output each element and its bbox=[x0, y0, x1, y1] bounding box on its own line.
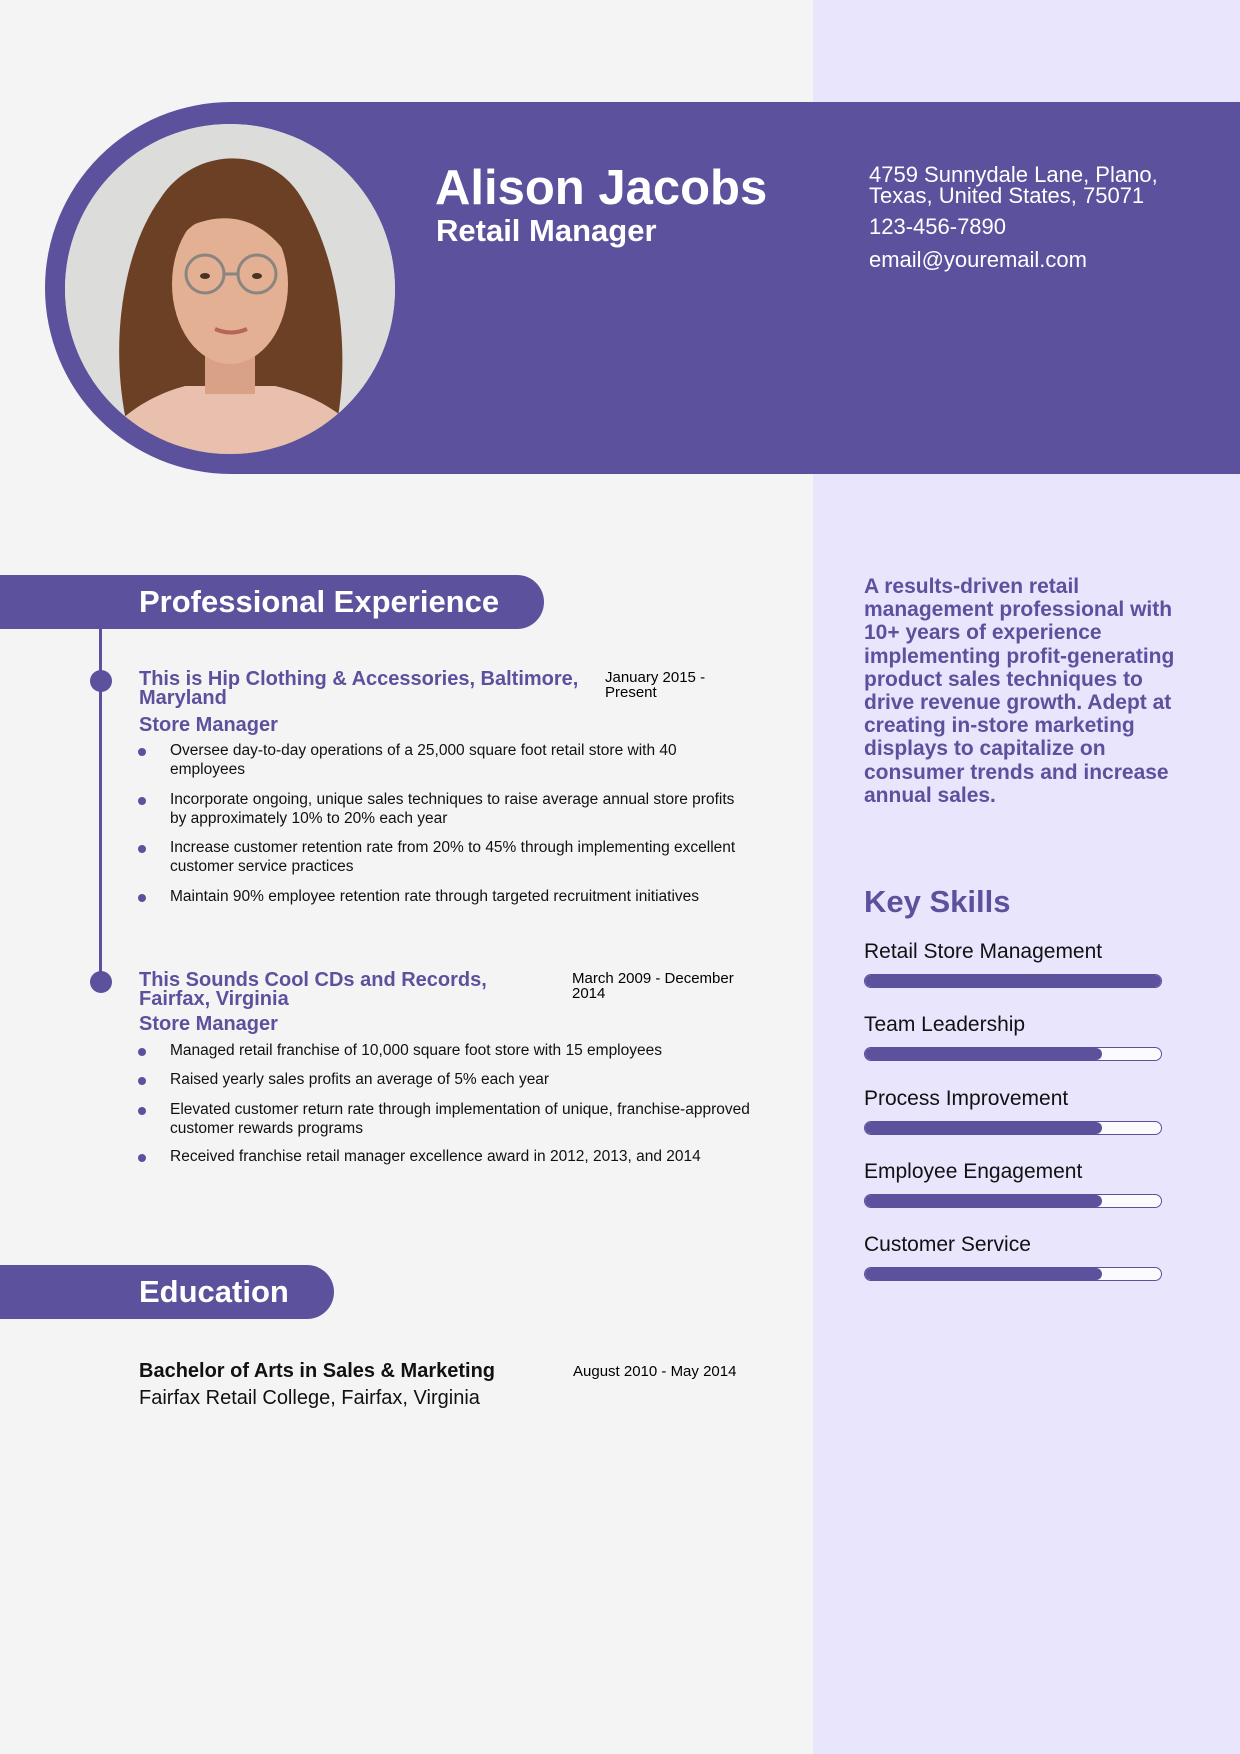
job-company: This Sounds Cool CDs and Records, Fairfax, Virginia bbox=[139, 969, 487, 1010]
skill-item bbox=[864, 1160, 1162, 1184]
education-dates: August 2010 - May 2014 bbox=[573, 1363, 737, 1380]
bullet-dot bbox=[138, 894, 146, 902]
education-school: Fairfax Retail College, Fairfax, Virginia bbox=[139, 1387, 480, 1409]
skill-level-fill bbox=[865, 1195, 1102, 1207]
list-item bbox=[170, 838, 750, 876]
skill-label: Retail Store Management bbox=[864, 940, 1103, 963]
education-heading: Education bbox=[0, 1265, 334, 1319]
job-dates: January 2015 - Present bbox=[605, 669, 706, 701]
skill-level-fill bbox=[865, 1268, 1102, 1280]
skill-level-bar bbox=[864, 974, 1162, 988]
bullet-text: Increase customer retention rate from 20% to 45% through implementing excellent customer service practices bbox=[170, 839, 736, 875]
skill-level-bar bbox=[864, 1267, 1162, 1281]
profile-summary: A results-driven retail management professional with 10+ years of experience implementing profit-generating product sales techniques to drive revenue growth. Adept at creating in-store marketing displays to capitalize on consumer trends and increase annual sales. bbox=[864, 575, 1175, 807]
bullet-dot bbox=[138, 748, 146, 756]
bullet-dot bbox=[138, 1107, 146, 1115]
skill-label: Customer Service bbox=[864, 1233, 1031, 1256]
bullet-dot bbox=[138, 1154, 146, 1162]
bullet-text: Oversee day-to-day operations of a 25,000 square foot retail store with 40 employees bbox=[170, 742, 677, 778]
bullet-dot bbox=[138, 1077, 146, 1085]
skill-level-fill bbox=[865, 1122, 1102, 1134]
portrait-illustration bbox=[65, 124, 395, 454]
list-item bbox=[170, 1147, 750, 1166]
bullet-dot bbox=[138, 845, 146, 853]
skill-item bbox=[864, 1233, 1162, 1257]
bullet-dot bbox=[138, 797, 146, 805]
skill-level-fill bbox=[865, 1048, 1102, 1060]
skill-level-bar bbox=[864, 1047, 1162, 1061]
skill-level-fill bbox=[865, 975, 1161, 987]
skill-item bbox=[864, 1087, 1162, 1111]
list-item bbox=[170, 1041, 750, 1060]
skills-heading: Key Skills bbox=[864, 884, 1011, 919]
experience-heading: Professional Experience bbox=[0, 575, 544, 629]
bullet-dot bbox=[138, 1048, 146, 1056]
job-dates: March 2009 - December 2014 bbox=[572, 970, 734, 1002]
bullet-text: Received franchise retail manager excellence award in 2012, 2013, and 2014 bbox=[170, 1148, 701, 1165]
job-role: Store Manager bbox=[139, 714, 278, 736]
job-role: Store Manager bbox=[139, 1013, 278, 1035]
skill-level-bar bbox=[864, 1194, 1162, 1208]
timeline-dot bbox=[90, 670, 112, 692]
education-degree: Bachelor of Arts in Sales & Marketing bbox=[139, 1360, 496, 1382]
bullet-text: Managed retail franchise of 10,000 square foot store with 15 employees bbox=[170, 1042, 662, 1059]
timeline-dot bbox=[90, 971, 112, 993]
contact-phone: 123-456-7890 bbox=[869, 214, 1007, 239]
skill-item bbox=[864, 940, 1162, 964]
job-title: Retail Manager bbox=[436, 213, 657, 248]
list-item bbox=[170, 1100, 750, 1138]
job-company: This is Hip Clothing & Accessories, Baltimore, Maryland bbox=[139, 668, 579, 709]
list-item bbox=[170, 741, 750, 779]
skill-level-bar bbox=[864, 1121, 1162, 1135]
list-item bbox=[170, 887, 750, 906]
skill-label: Employee Engagement bbox=[864, 1160, 1083, 1183]
profile-photo bbox=[65, 124, 395, 454]
skill-label: Process Improvement bbox=[864, 1087, 1069, 1110]
bullet-text: Raised yearly sales profits an average of 5% each year bbox=[170, 1071, 550, 1088]
bullet-text: Maintain 90% employee retention rate through targeted recruitment initiatives bbox=[170, 888, 700, 905]
skill-label: Team Leadership bbox=[864, 1013, 1026, 1036]
bullet-text: Incorporate ongoing, unique sales techniques to raise average annual store profits by approximately 10% to 20% each year bbox=[170, 791, 735, 827]
contact-address: 4759 Sunnydale Lane, Plano, Texas, United States, 75071 bbox=[869, 162, 1158, 208]
contact-email[interactable]: email@youremail.com bbox=[869, 247, 1087, 272]
skill-item bbox=[864, 1013, 1162, 1037]
bullet-text: Elevated customer return rate through implementation of unique, franchise-approved customer rewards programs bbox=[170, 1101, 750, 1137]
list-item bbox=[170, 1070, 750, 1089]
candidate-name: Alison Jacobs bbox=[435, 161, 768, 215]
list-item bbox=[170, 790, 750, 828]
